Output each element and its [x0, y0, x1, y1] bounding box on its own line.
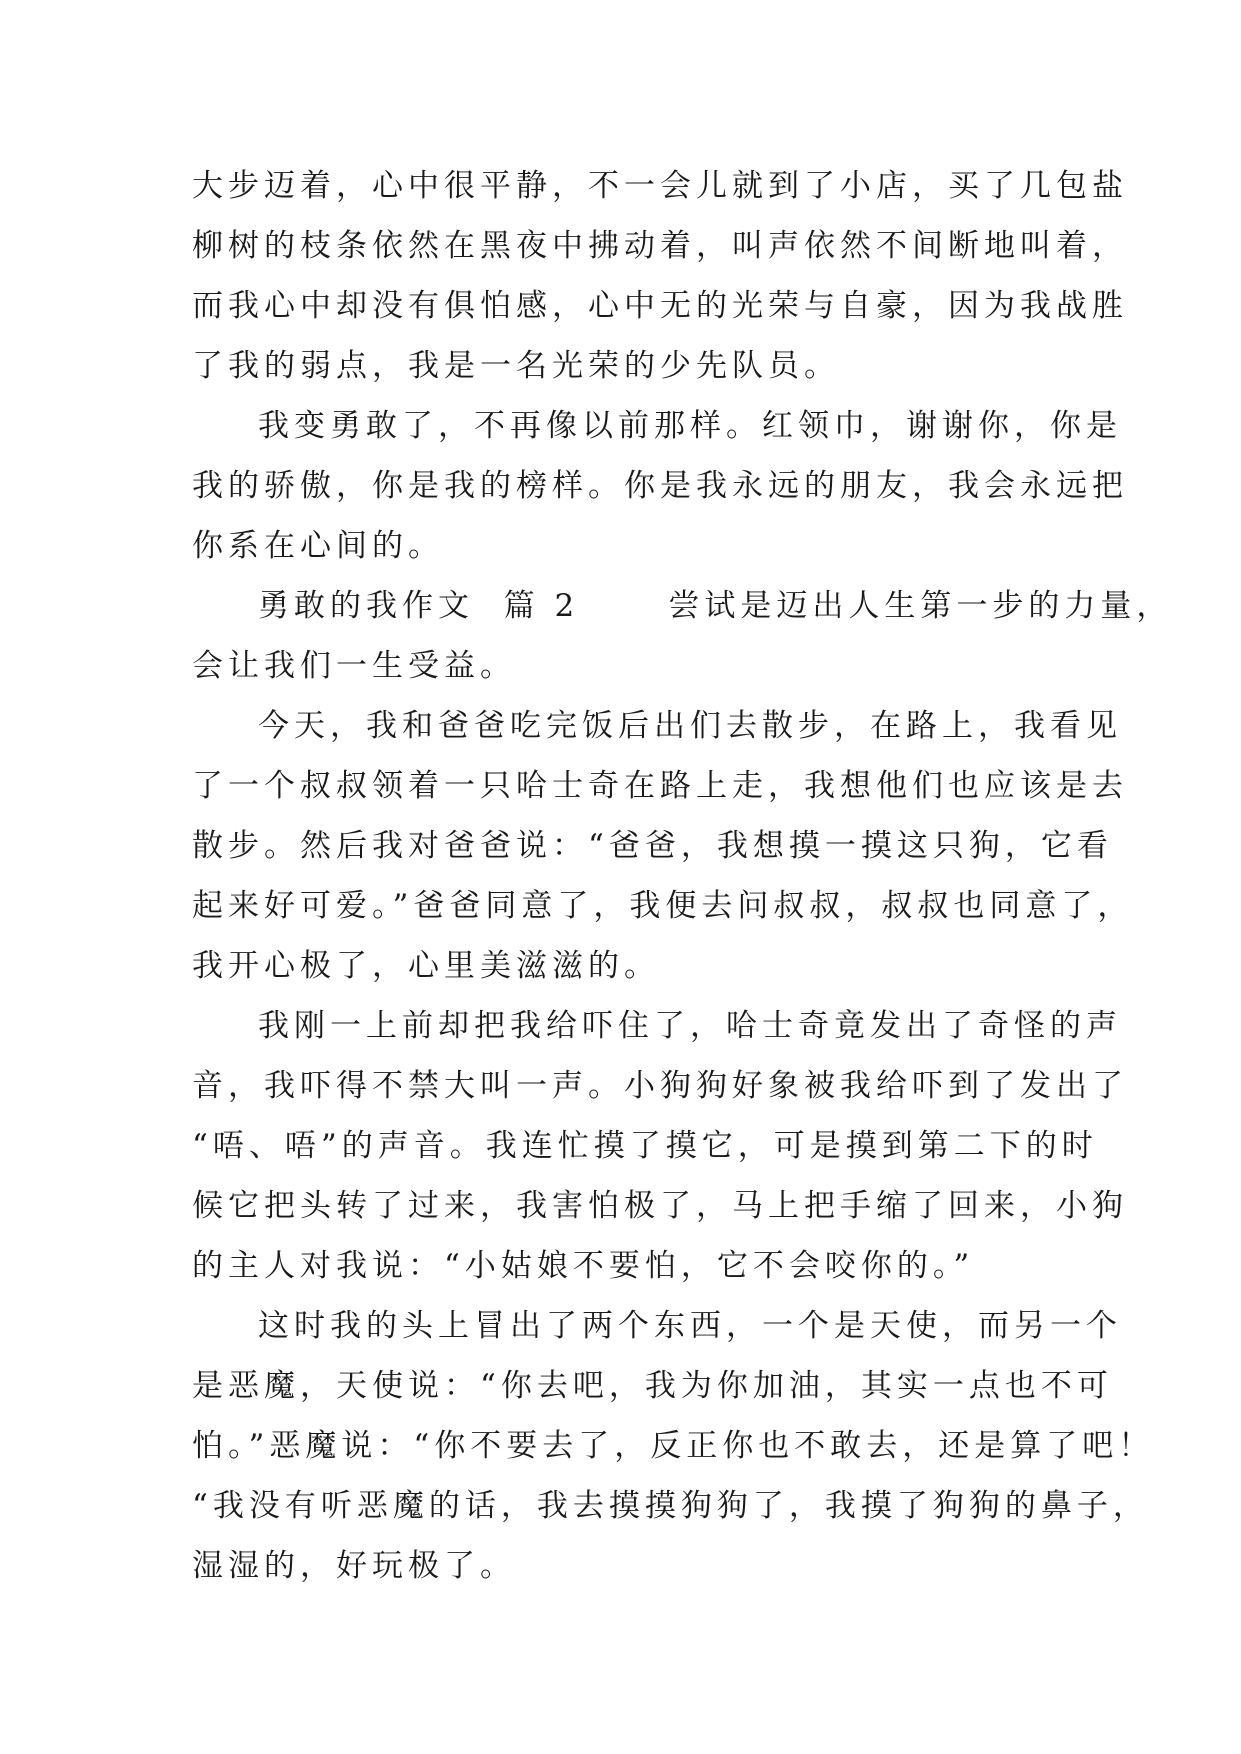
- paragraph-first-line: 我变勇敢了，不再像以前那样。红领巾，谢谢你，你是: [258, 408, 1122, 444]
- paragraph-first-line: 这时我的头上冒出了两个东西，一个是天使，而另一个: [258, 1308, 1122, 1344]
- text-line: 我开心极了，心里美滋滋的。: [192, 948, 660, 984]
- text-line: 了我的弱点，我是一名光荣的少先队员。: [192, 348, 840, 384]
- text-line: 我的骄傲，你是我的榜样。你是我永远的朋友，我会永远把: [192, 468, 1128, 504]
- text-line: 散步。然后我对爸爸说：“爸爸，我想摸一摸这只狗，它看: [192, 828, 1113, 864]
- text-line: 是恶魔，天使说：“你去吧，我为你加油，其实一点也不可: [192, 1368, 1113, 1404]
- text-line: 大步迈着，心中很平静，不一会儿就到了小店，买了几包盐: [192, 168, 1128, 204]
- text-line: 的主人对我说：“小姑娘不要怕，它不会咬你的。”: [192, 1248, 975, 1284]
- text-line: 怕。”恶魔说：“你不要去了，反正你也不敢去，还是算了吧！: [192, 1428, 1155, 1464]
- essay-text: [192, 156, 1173, 1596]
- essay-heading-line: 勇敢的我作文 篇 2 尝试是迈出人生第一步的力量，: [258, 588, 1173, 624]
- text-line: 而我心中却没有俱怕感，心中无的光荣与自豪，因为我战胜: [192, 288, 1128, 324]
- text-line: 会让我们一生受益。: [192, 648, 516, 684]
- text-line: 你系在心间的。: [192, 528, 444, 564]
- paragraph-first-line: 我刚一上前却把我给吓住了，哈士奇竟发出了奇怪的声: [258, 1008, 1122, 1044]
- text-line: “我没有听恶魔的话，我去摸摸狗狗了，我摸了狗狗的鼻子，: [192, 1488, 1149, 1524]
- text-line: 湿湿的，好玩极了。: [192, 1548, 516, 1584]
- text-line: 起来好可爱。”爸爸同意了，我便去问叔叔，叔叔也同意了，: [192, 888, 1134, 924]
- text-line: 候它把头转了过来，我害怕极了，马上把手缩了回来，小狗: [192, 1188, 1128, 1224]
- text-line: 柳树的枝条依然在黑夜中拂动着，叫声依然不间断地叫着，: [192, 228, 1128, 264]
- paragraph-first-line: 今天，我和爸爸吃完饭后出们去散步，在路上，我看见: [258, 708, 1122, 744]
- text-line: 了一个叔叔领着一只哈士奇在路上走，我想他们也应该是去: [192, 768, 1128, 804]
- text-line: 音，我吓得不禁大叫一声。小狗狗好象被我给吓到了发出了: [192, 1068, 1128, 1104]
- text-line: “唔、唔”的声音。我连忙摸了摸它，可是摸到第二下的时: [192, 1128, 1098, 1164]
